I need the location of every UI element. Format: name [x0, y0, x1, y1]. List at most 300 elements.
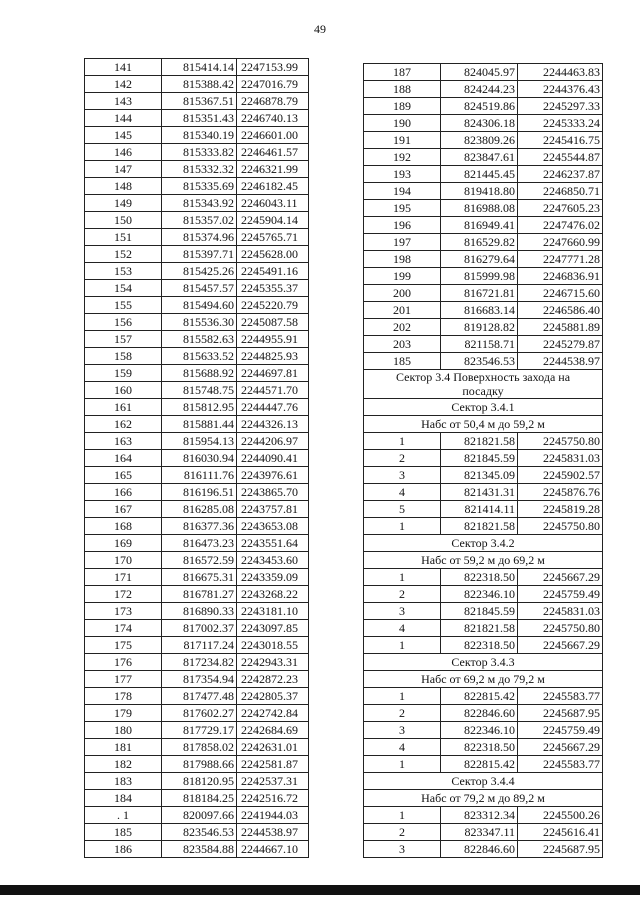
coord-y: 2246715.60 — [518, 285, 603, 302]
table-row — [85, 195, 309, 212]
table-row — [364, 620, 603, 637]
coord-y: 2247476.02 — [518, 217, 603, 234]
table-row — [364, 98, 603, 115]
point-number: 3 — [364, 841, 441, 858]
point-number: 142 — [85, 76, 162, 93]
coord-x: 822846.60 — [441, 841, 518, 858]
page-number: 49 — [314, 22, 326, 36]
coord-y: 2244825.93 — [237, 348, 309, 365]
point-number: 157 — [85, 331, 162, 348]
table-row — [364, 115, 603, 132]
coord-y: 2241944.03 — [237, 807, 309, 824]
coord-x: 821845.59 — [441, 450, 518, 467]
point-number: 144 — [85, 110, 162, 127]
table-row — [85, 467, 309, 484]
point-number: 150 — [85, 212, 162, 229]
table-row — [85, 348, 309, 365]
coord-x: 815954.13 — [162, 433, 237, 450]
point-number: 183 — [85, 773, 162, 790]
point-number: 146 — [85, 144, 162, 161]
point-number: 162 — [85, 416, 162, 433]
coord-x: 823809.26 — [441, 132, 518, 149]
point-number: 185 — [364, 353, 441, 370]
coord-x: 816377.36 — [162, 518, 237, 535]
point-number: 1 — [364, 518, 441, 535]
coord-y: 2245087.58 — [237, 314, 309, 331]
coord-y: 2246850.71 — [518, 183, 603, 200]
point-number: 175 — [85, 637, 162, 654]
coord-y: 2242516.72 — [237, 790, 309, 807]
point-number: 187 — [364, 64, 441, 81]
point-number: 198 — [364, 251, 441, 268]
coord-y: 2245416.75 — [518, 132, 603, 149]
coord-y: 2246043.11 — [237, 195, 309, 212]
coord-x: 815340.19 — [162, 127, 237, 144]
table-row — [85, 552, 309, 569]
table-row — [364, 319, 603, 336]
coord-y: 2243453.60 — [237, 552, 309, 569]
coord-x: 815351.43 — [162, 110, 237, 127]
table-row — [364, 739, 603, 756]
coord-x: 823847.61 — [441, 149, 518, 166]
coord-x: 815343.92 — [162, 195, 237, 212]
table-row — [85, 314, 309, 331]
table-row — [85, 110, 309, 127]
coord-x: 822318.50 — [441, 569, 518, 586]
coord-y: 2245583.77 — [518, 688, 603, 705]
coord-y: 2246461.57 — [237, 144, 309, 161]
coord-y: 2242631.01 — [237, 739, 309, 756]
table-row — [85, 382, 309, 399]
coord-x: 816721.81 — [441, 285, 518, 302]
coord-y: 2244538.97 — [518, 353, 603, 370]
table-row — [364, 166, 603, 183]
coord-x: 818120.95 — [162, 773, 237, 790]
coord-x: 823584.88 — [162, 841, 237, 858]
point-number: 160 — [85, 382, 162, 399]
table-row — [364, 285, 603, 302]
coord-x: 822846.60 — [441, 705, 518, 722]
point-number: 141 — [85, 59, 162, 76]
coord-x: 816030.94 — [162, 450, 237, 467]
table-row — [364, 841, 603, 858]
table-row — [85, 263, 309, 280]
coord-x: 821431.31 — [441, 484, 518, 501]
table-row — [364, 586, 603, 603]
table-row — [364, 149, 603, 166]
coord-x: 815388.42 — [162, 76, 237, 93]
coord-x: 815332.32 — [162, 161, 237, 178]
coord-y: 2246878.79 — [237, 93, 309, 110]
coord-y: 2243757.81 — [237, 501, 309, 518]
point-number: 2 — [364, 705, 441, 722]
coord-y: 2242581.87 — [237, 756, 309, 773]
point-number: 165 — [85, 467, 162, 484]
point-number: 4 — [364, 620, 441, 637]
table-row — [364, 518, 603, 535]
coord-x: 817477.48 — [162, 688, 237, 705]
table-row — [85, 433, 309, 450]
table-row — [364, 501, 603, 518]
coord-x: 815688.92 — [162, 365, 237, 382]
coord-x: 816111.76 — [162, 467, 237, 484]
coord-y: 2244206.97 — [237, 433, 309, 450]
point-number: 3 — [364, 467, 441, 484]
coord-y: 2244697.81 — [237, 365, 309, 382]
coord-x: 824519.86 — [441, 98, 518, 115]
coord-x: 821345.09 — [441, 467, 518, 484]
section-header-line: Сектор 3.4.1 — [451, 400, 515, 414]
table-row — [85, 773, 309, 790]
coord-y: 2243018.55 — [237, 637, 309, 654]
point-number: 185 — [85, 824, 162, 841]
coord-x: 819418.80 — [441, 183, 518, 200]
table-row — [85, 654, 309, 671]
coord-y: 2243976.61 — [237, 467, 309, 484]
coord-x: 815582.63 — [162, 331, 237, 348]
section-header — [364, 552, 603, 569]
coord-x: 816781.27 — [162, 586, 237, 603]
coord-y: 2245500.26 — [518, 807, 603, 824]
coord-y: 2246182.45 — [237, 178, 309, 195]
coord-x: 823546.53 — [441, 353, 518, 370]
coord-y: 2245667.29 — [518, 637, 603, 654]
coord-x: 821158.71 — [441, 336, 518, 353]
coord-y: 2244463.83 — [518, 64, 603, 81]
coord-y: 2246836.91 — [518, 268, 603, 285]
table-row — [364, 183, 603, 200]
coord-x: 821414.11 — [441, 501, 518, 518]
coord-y: 2246586.40 — [518, 302, 603, 319]
coord-y: 2244326.13 — [237, 416, 309, 433]
coord-x: 815414.14 — [162, 59, 237, 76]
table-row — [364, 722, 603, 739]
table-row — [85, 59, 309, 76]
point-number: 201 — [364, 302, 441, 319]
coord-x: 815335.69 — [162, 178, 237, 195]
point-number: 196 — [364, 217, 441, 234]
section-header — [364, 654, 603, 671]
point-number: 180 — [85, 722, 162, 739]
coord-y: 2247660.99 — [518, 234, 603, 251]
table-row — [364, 688, 603, 705]
coord-y: 2245902.57 — [518, 467, 603, 484]
point-number: 176 — [85, 654, 162, 671]
point-number: 2 — [364, 586, 441, 603]
coord-x: 815374.96 — [162, 229, 237, 246]
coord-x: 816529.82 — [441, 234, 518, 251]
coord-x: 822318.50 — [441, 637, 518, 654]
coord-x: 815536.30 — [162, 314, 237, 331]
point-number: 188 — [364, 81, 441, 98]
coord-y: 2243359.09 — [237, 569, 309, 586]
table-row — [85, 212, 309, 229]
coord-y: 2247605.23 — [518, 200, 603, 217]
point-number: 156 — [85, 314, 162, 331]
coord-x: 816949.41 — [441, 217, 518, 234]
table-row — [364, 450, 603, 467]
section-header-row — [364, 773, 603, 790]
coord-y: 2245750.80 — [518, 433, 603, 450]
coord-y: 2246237.87 — [518, 166, 603, 183]
point-number: 170 — [85, 552, 162, 569]
section-header-row — [364, 552, 603, 569]
coord-y: 2245333.24 — [518, 115, 603, 132]
table-row — [364, 336, 603, 353]
table-row — [364, 433, 603, 450]
coord-x: 816675.31 — [162, 569, 237, 586]
point-number: 1 — [364, 756, 441, 773]
section-header — [364, 790, 603, 807]
coord-y: 2243097.85 — [237, 620, 309, 637]
point-number: 189 — [364, 98, 441, 115]
table-row — [364, 132, 603, 149]
coord-y: 2243181.10 — [237, 603, 309, 620]
coord-x: 822346.10 — [441, 722, 518, 739]
point-number: 193 — [364, 166, 441, 183]
coord-x: 816279.64 — [441, 251, 518, 268]
section-header — [364, 399, 603, 416]
table-row — [364, 353, 603, 370]
table-row — [85, 569, 309, 586]
coord-y: 2245819.28 — [518, 501, 603, 518]
section-header-line: посадку — [462, 384, 504, 398]
coord-x: 823546.53 — [162, 824, 237, 841]
section-header-line: Сектор 3.4.3 — [451, 655, 515, 669]
point-number: 202 — [364, 319, 441, 336]
coord-x: 824306.18 — [441, 115, 518, 132]
table-row — [85, 127, 309, 144]
coord-x: 817354.94 — [162, 671, 237, 688]
point-number: 169 — [85, 535, 162, 552]
section-header — [364, 671, 603, 688]
table-row — [364, 268, 603, 285]
coord-y: 2245544.87 — [518, 149, 603, 166]
table-row — [85, 620, 309, 637]
coord-x: 817234.82 — [162, 654, 237, 671]
coord-y: 2245355.37 — [237, 280, 309, 297]
section-header — [364, 773, 603, 790]
table-row — [364, 234, 603, 251]
table-row — [85, 603, 309, 620]
table-row — [85, 93, 309, 110]
point-number: 1 — [364, 433, 441, 450]
coord-x: 824045.97 — [441, 64, 518, 81]
point-number: 197 — [364, 234, 441, 251]
table-row — [85, 671, 309, 688]
table-row — [85, 229, 309, 246]
table-row — [364, 569, 603, 586]
coord-x: 815457.57 — [162, 280, 237, 297]
table-row — [364, 824, 603, 841]
coord-y: 2245876.76 — [518, 484, 603, 501]
table-row — [364, 637, 603, 654]
coord-y: 2245616.41 — [518, 824, 603, 841]
coord-x: 816988.08 — [441, 200, 518, 217]
table-row — [85, 365, 309, 382]
point-number: 172 — [85, 586, 162, 603]
coord-x: 823347.11 — [441, 824, 518, 841]
coord-x: 815397.71 — [162, 246, 237, 263]
table-row — [85, 450, 309, 467]
point-number: 177 — [85, 671, 162, 688]
table-row — [364, 251, 603, 268]
point-number: 147 — [85, 161, 162, 178]
point-number: 3 — [364, 603, 441, 620]
coord-y: 2245759.49 — [518, 722, 603, 739]
coord-y: 2245583.77 — [518, 756, 603, 773]
point-number: 200 — [364, 285, 441, 302]
section-header-line: Сектор 3.4.4 — [451, 774, 515, 788]
table-row — [85, 535, 309, 552]
section-header-line: Сектор 3.4.2 — [451, 536, 515, 550]
table-row — [364, 200, 603, 217]
coord-y: 2245750.80 — [518, 518, 603, 535]
coord-y: 2246321.99 — [237, 161, 309, 178]
coord-x: 817988.66 — [162, 756, 237, 773]
section-header — [364, 535, 603, 552]
point-number: 152 — [85, 246, 162, 263]
table-row — [85, 399, 309, 416]
scan-bottom-edge — [0, 885, 640, 895]
coord-y: 2245881.89 — [518, 319, 603, 336]
table-row — [85, 807, 309, 824]
coord-y: 2245765.71 — [237, 229, 309, 246]
table-row — [85, 178, 309, 195]
table-row — [85, 586, 309, 603]
table-row — [85, 484, 309, 501]
point-number: 179 — [85, 705, 162, 722]
point-number: 191 — [364, 132, 441, 149]
point-number: 161 — [85, 399, 162, 416]
point-number: 3 — [364, 722, 441, 739]
point-number: 151 — [85, 229, 162, 246]
point-number: 184 — [85, 790, 162, 807]
coord-x: 816572.59 — [162, 552, 237, 569]
coord-y: 2246601.00 — [237, 127, 309, 144]
coord-x: 815333.82 — [162, 144, 237, 161]
section-header-row — [364, 399, 603, 416]
coordinates-table-right — [363, 63, 603, 858]
coord-y: 2245667.29 — [518, 569, 603, 586]
point-number: 199 — [364, 268, 441, 285]
point-number: 145 — [85, 127, 162, 144]
coord-x: 815999.98 — [441, 268, 518, 285]
coord-x: 815357.02 — [162, 212, 237, 229]
coord-y: 2243653.08 — [237, 518, 309, 535]
coord-x: 822346.10 — [441, 586, 518, 603]
coord-x: 815494.60 — [162, 297, 237, 314]
table-row — [364, 603, 603, 620]
coord-x: 822318.50 — [441, 739, 518, 756]
section-header-row — [364, 370, 603, 399]
section-header-line: Набс от 69,2 м до 79,2 м — [421, 672, 545, 686]
coord-y: 2247153.99 — [237, 59, 309, 76]
table-row — [85, 756, 309, 773]
section-header-line: Набс от 79,2 м до 89,2 м — [421, 791, 545, 805]
coord-y: 2245220.79 — [237, 297, 309, 314]
table-row — [85, 246, 309, 263]
section-header-line: Набс от 50,4 м до 59,2 м — [421, 417, 545, 431]
coord-x: 817858.02 — [162, 739, 237, 756]
coord-y: 2245831.03 — [518, 603, 603, 620]
point-number: 181 — [85, 739, 162, 756]
coord-x: 820097.66 — [162, 807, 237, 824]
coord-y: 2244955.91 — [237, 331, 309, 348]
table-row — [364, 302, 603, 319]
coord-y: 2245687.95 — [518, 705, 603, 722]
table-row — [85, 739, 309, 756]
point-number: 171 — [85, 569, 162, 586]
coord-y: 2247016.79 — [237, 76, 309, 93]
coord-x: 818184.25 — [162, 790, 237, 807]
coord-y: 2243268.22 — [237, 586, 309, 603]
point-number: 153 — [85, 263, 162, 280]
table-row — [85, 824, 309, 841]
coord-x: 821445.45 — [441, 166, 518, 183]
point-number: 149 — [85, 195, 162, 212]
section-header-line: Сектор 3.4 Поверхность захода на — [395, 370, 571, 384]
coord-y: 2247771.28 — [518, 251, 603, 268]
table-row — [364, 484, 603, 501]
table-row — [364, 756, 603, 773]
coord-y: 2242872.23 — [237, 671, 309, 688]
table-row — [85, 297, 309, 314]
table-row — [85, 790, 309, 807]
coord-y: 2242537.31 — [237, 773, 309, 790]
point-number: . 1 — [85, 807, 162, 824]
coord-y: 2245831.03 — [518, 450, 603, 467]
coord-y: 2245628.00 — [237, 246, 309, 263]
point-number: 2 — [364, 824, 441, 841]
section-header-row — [364, 671, 603, 688]
coord-y: 2244090.41 — [237, 450, 309, 467]
coord-x: 815633.52 — [162, 348, 237, 365]
point-number: 192 — [364, 149, 441, 166]
coord-y: 2242805.37 — [237, 688, 309, 705]
coord-y: 2243551.64 — [237, 535, 309, 552]
coord-y: 2244667.10 — [237, 841, 309, 858]
point-number: 173 — [85, 603, 162, 620]
point-number: 1 — [364, 637, 441, 654]
coord-y: 2242742.84 — [237, 705, 309, 722]
coord-y: 2245279.87 — [518, 336, 603, 353]
coord-y: 2243865.70 — [237, 484, 309, 501]
table-row — [85, 161, 309, 178]
coord-y: 2242684.69 — [237, 722, 309, 739]
coord-x: 815367.51 — [162, 93, 237, 110]
coord-y: 2244538.97 — [237, 824, 309, 841]
coord-x: 816473.23 — [162, 535, 237, 552]
table-row — [85, 841, 309, 858]
coord-x: 815812.95 — [162, 399, 237, 416]
section-header — [364, 416, 603, 433]
coord-x: 822815.42 — [441, 756, 518, 773]
coord-x: 816196.51 — [162, 484, 237, 501]
section-header-row — [364, 790, 603, 807]
coord-x: 817117.24 — [162, 637, 237, 654]
point-number: 148 — [85, 178, 162, 195]
table-row — [85, 501, 309, 518]
point-number: 163 — [85, 433, 162, 450]
table-row — [85, 705, 309, 722]
table-row — [364, 467, 603, 484]
coord-y: 2245904.14 — [237, 212, 309, 229]
coord-x: 824244.23 — [441, 81, 518, 98]
point-number: 4 — [364, 739, 441, 756]
point-number: 5 — [364, 501, 441, 518]
coordinates-table-left — [84, 58, 309, 858]
